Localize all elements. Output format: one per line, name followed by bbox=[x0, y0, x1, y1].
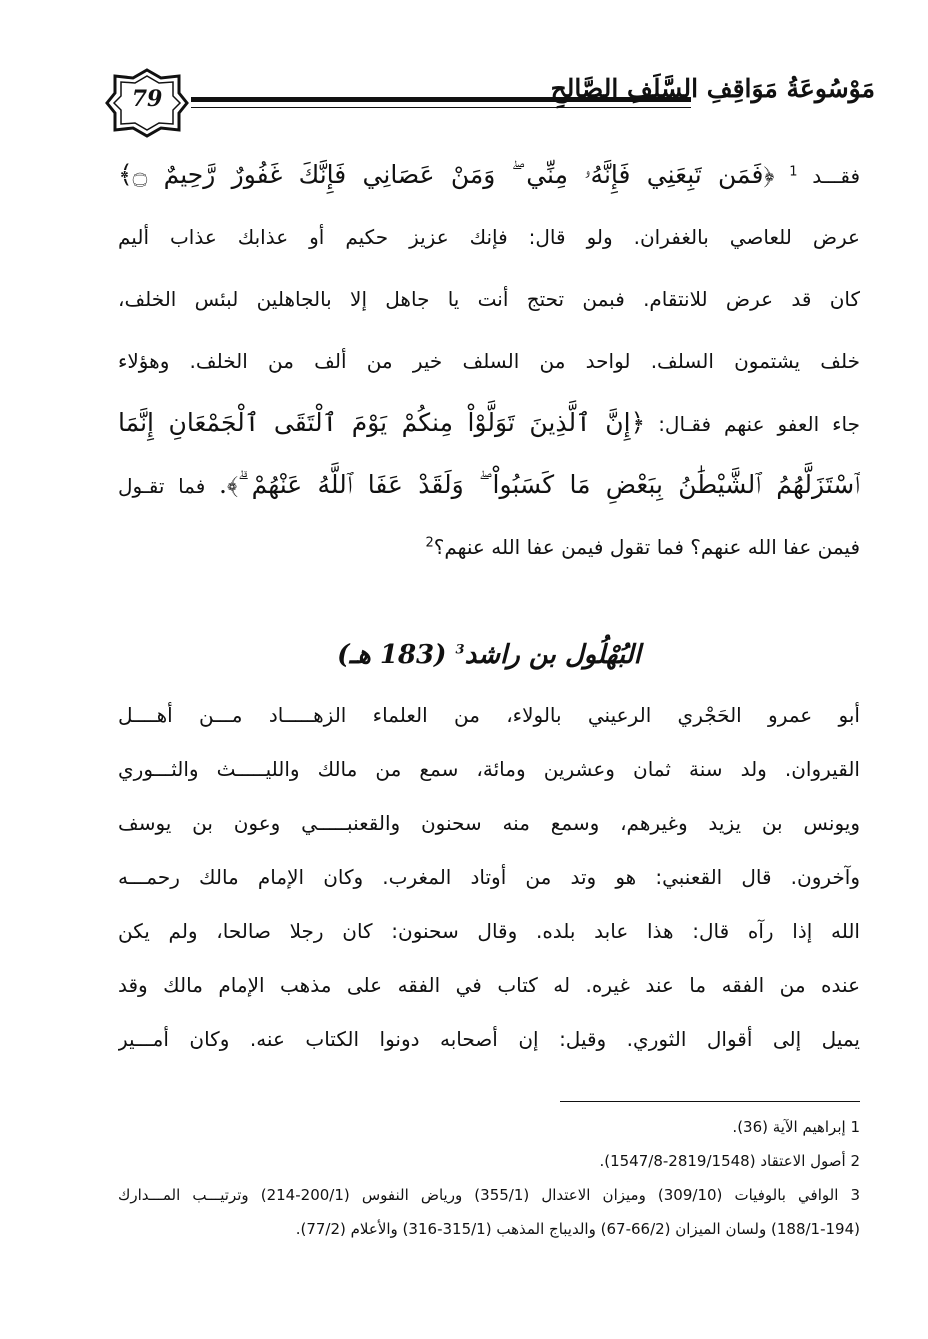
footnote-3-continued: (188/1-194) ولسان الميزان (66/2-67) والديباج المذهب (315/1-316) والأعلام (77/2). bbox=[295, 1220, 860, 1238]
text-line: يميل إلى أقوال الثوري. وقيل: إن أصحابه دونوا الكتاب عنه. وكان أمـــير bbox=[118, 1027, 860, 1051]
book-title: مَوْسُوعَةُ مَوَاقِفِ السَّلَفِ الصَّالِحِ bbox=[550, 74, 875, 103]
footnote-ref: 2 bbox=[425, 535, 434, 551]
scholar-name: البُهْلُول بن راشد bbox=[464, 640, 641, 670]
text-line: أبو عمرو الحَجْري الرعيني بالولاء، من العلماء الزهـــــاد مـــن أهــــل bbox=[118, 703, 860, 727]
header-rule-thin bbox=[191, 107, 691, 108]
line-start-text: جاء العفو عنهم فقـال: bbox=[658, 412, 860, 436]
footnote-3: 3 الوافي بالوفيات (309/10) وميزان الاعتدال (355/1) ورياض النفوس (200/1-214) وترتيـــب المـــدارك bbox=[118, 1186, 860, 1204]
text-line: الله إذا رآه قال: هذا عابد بلده. وقال سحنون: كان رجلا صالحا، ولم يكن bbox=[118, 919, 860, 943]
text-line: عنده من الفقه ما عند غيره. له كتاب في الفقه على مذهب الإمام مالك وقد bbox=[118, 973, 860, 997]
line-end-text: فما تقـول bbox=[118, 474, 206, 498]
question-text: فيمن عفا الله عنهم؟ فما تقول فيمن عفا الله عنهم؟ bbox=[433, 535, 860, 559]
quran-verse: ﴿إِنَّ ٱلَّذِينَ تَوَلَّوْاْ مِنكُمْ يَوْمَ ٱلْتَقَى ٱلْجَمْعَانِ إِنَّمَا bbox=[118, 408, 646, 437]
text-line: كان قد عرض للانتقام. فبمن تحتج أنت يا جاهل إلا بالجاهلين لبئس الخلف، bbox=[118, 287, 860, 311]
text-line bbox=[118, 392, 860, 454]
text-line: وآخرون. قال القعنبي: هو وتد من أوتاد المغرب. وكان الإمام مالك رحمـــه bbox=[118, 865, 860, 889]
section-heading bbox=[118, 640, 860, 670]
quran-verse: ٱسْتَزَلَّهُمُ ٱلشَّيْطَٰنُ بِبَعْضِ مَا كَسَبُواْ ۖ وَلَقَدْ عَفَا ٱللَّهُ عَنْهُمْ ۗ﴾. bbox=[219, 470, 860, 499]
page-number: 79 bbox=[131, 86, 163, 112]
text-line: القيروان. ولد سنة ثمان وعشرين ومائة، سمع من مالك والليـــــث والثـــوري bbox=[118, 757, 860, 781]
text-line: عرض للعاصي بالغفران. ولو قال: فإنك عزيز حكيم أو عذابك عذاب أليم bbox=[118, 225, 860, 249]
footnote-1: 1 إبراهيم الآية (36). bbox=[732, 1118, 860, 1136]
page-number-badge bbox=[105, 68, 189, 138]
biography-text bbox=[118, 688, 860, 1066]
line-end-word: فقـــد bbox=[812, 164, 860, 188]
footnote-2: 2 أصول الاعتقاد (2819/1548-1547/8). bbox=[599, 1152, 860, 1170]
page-header bbox=[105, 68, 875, 138]
text-line bbox=[118, 144, 860, 206]
footnote-ref: 1 bbox=[789, 164, 798, 180]
text-line: خلف يشتمون السلف. لواحد من السلف خير من ألف من الخلف. وهؤلاء bbox=[118, 349, 860, 373]
main-text bbox=[118, 144, 860, 578]
footnote-ref: 3 bbox=[455, 642, 465, 658]
text-line bbox=[118, 454, 860, 516]
quran-verse: ﴿فَمَن تَبِعَنِي فَإِنَّهُۥ مِنِّي ۖ وَمَنْ عَصَانِي فَإِنَّكَ غَفُورٌ رَّحِيمٌ ۝﴾ bbox=[118, 160, 775, 189]
death-date: (183 هـ) bbox=[337, 640, 447, 670]
footnote-separator bbox=[560, 1101, 860, 1102]
text-line bbox=[118, 516, 860, 578]
text-line: ويونس بن يزيد وغيرهم، وسمع منه سحنون والقعنبـــــي وعون بن يوسف bbox=[118, 811, 860, 835]
footnotes bbox=[118, 1110, 860, 1246]
